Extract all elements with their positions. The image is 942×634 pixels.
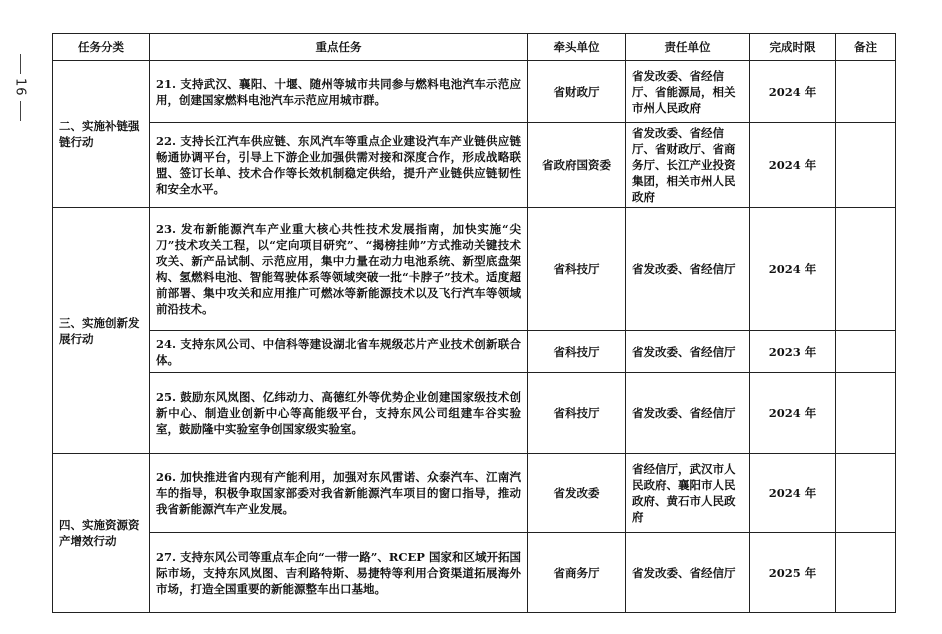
header-lead: 牵头单位	[528, 34, 626, 61]
lead-cell: 省政府国资委	[528, 123, 626, 208]
page-number	[6, 50, 34, 125]
table-row	[53, 373, 896, 454]
deadline-cell: 2023 年	[750, 331, 836, 373]
responsible-cell: 省发改委、省经信厅	[626, 331, 750, 373]
remarks-cell	[836, 123, 896, 208]
lead-cell: 省财政厅	[528, 61, 626, 123]
header-deadline: 完成时限	[750, 34, 836, 61]
remarks-cell	[836, 454, 896, 533]
task-cell: 26. 加快推进省内现有产能利用，加强对东风雷诺、众泰汽车、江南汽车的指导，积极争取国家部委对我省新能源汽车项目的窗口指导，推动我省新能源汽车产业发展。	[150, 454, 528, 533]
task-cell: 25. 鼓励东风岚图、亿纬动力、高德红外等优势企业创建国家级技术创新中心、制造业创新中心等高能级平台，支持东风公司组建车谷实验室，鼓励隆中实验室争创国家级实验室。	[150, 373, 528, 454]
responsible-cell: 省发改委、省经信厅	[626, 208, 750, 331]
header-task: 重点任务	[150, 34, 528, 61]
lead-cell: 省商务厅	[528, 533, 626, 613]
page-number-dash-bottom	[20, 101, 21, 121]
page-number-text: 16	[12, 78, 28, 97]
responsible-cell: 省经信厅，武汉市人民政府、襄阳市人民政府、黄石市人民政府	[626, 454, 750, 533]
task-cell: 24. 支持东风公司、中信科等建设湖北省车规级芯片产业技术创新联合体。	[150, 331, 528, 373]
header-remarks: 备注	[836, 34, 896, 61]
deadline-cell: 2024 年	[750, 208, 836, 331]
deadline-cell: 2025 年	[750, 533, 836, 613]
task-cell: 22. 支持长江汽车供应链、东风汽车等重点企业建设汽车产业链供应链畅通协调平台，引导上下游企业加强供需对接和深度合作，形成战略联盟、签订长单、技术合作等长效机制稳定供给，提升产业链供应链韧性和安全水平。	[150, 123, 528, 208]
task-cell: 21. 支持武汉、襄阳、十堰、随州等城市共同参与燃料电池汽车示范应用，创建国家燃料电池汽车示范应用城市群。	[150, 61, 528, 123]
deadline-cell: 2024 年	[750, 61, 836, 123]
deadline-cell: 2024 年	[750, 454, 836, 533]
header-row	[53, 34, 896, 61]
remarks-cell	[836, 331, 896, 373]
lead-cell: 省发改委	[528, 454, 626, 533]
header-responsible: 责任单位	[626, 34, 750, 61]
task-cell: 27. 支持东风公司等重点车企向“一带一路”、RCEP 国家和区域开拓国际市场，支持东风岚图、吉利路特斯、易捷特等利用合资渠道拓展海外市场，打造全国重要的新能源整车出口基地。	[150, 533, 528, 613]
responsible-cell: 省发改委、省经信厅	[626, 373, 750, 454]
responsible-cell: 省发改委、省经信厅	[626, 533, 750, 613]
table-row	[53, 454, 896, 533]
table-row	[53, 331, 896, 373]
header-category: 任务分类	[53, 34, 150, 61]
lead-cell: 省科技厅	[528, 208, 626, 331]
lead-cell: 省科技厅	[528, 331, 626, 373]
category-cell: 二、实施补链强链行动	[53, 61, 150, 208]
deadline-cell: 2024 年	[750, 373, 836, 454]
deadline-cell: 2024 年	[750, 123, 836, 208]
page-number-dash-top	[20, 54, 21, 74]
task-table	[52, 33, 896, 613]
responsible-cell: 省发改委、省经信厅、省财政厅、省商务厅、长江产业投资集团，相关市州人民政府	[626, 123, 750, 208]
responsible-cell: 省发改委、省经信厅、省能源局，相关市州人民政府	[626, 61, 750, 123]
remarks-cell	[836, 533, 896, 613]
lead-cell: 省科技厅	[528, 373, 626, 454]
table-row	[53, 123, 896, 208]
task-cell: 23. 发布新能源汽车产业重大核心共性技术发展指南，加快实施“尖刀”技术攻关工程，以“定向项目研究”、“揭榜挂帅”方式推动关键技术攻关、新产品试制、示范应用，集中力量在动力电池系统、新型底盘架构、氢燃料电池、智能驾驶体系等领域突破一批“卡脖子”技术。适度超前部署、集中攻关和应用推广可燃冰等新能源技术以及飞行汽车等领域前沿技术。	[150, 208, 528, 331]
table-row	[53, 61, 896, 123]
remarks-cell	[836, 61, 896, 123]
category-cell: 四、实施资源资产增效行动	[53, 454, 150, 613]
remarks-cell	[836, 373, 896, 454]
category-cell: 三、实施创新发展行动	[53, 208, 150, 454]
table-row	[53, 533, 896, 613]
remarks-cell	[836, 208, 896, 331]
table-row	[53, 208, 896, 331]
